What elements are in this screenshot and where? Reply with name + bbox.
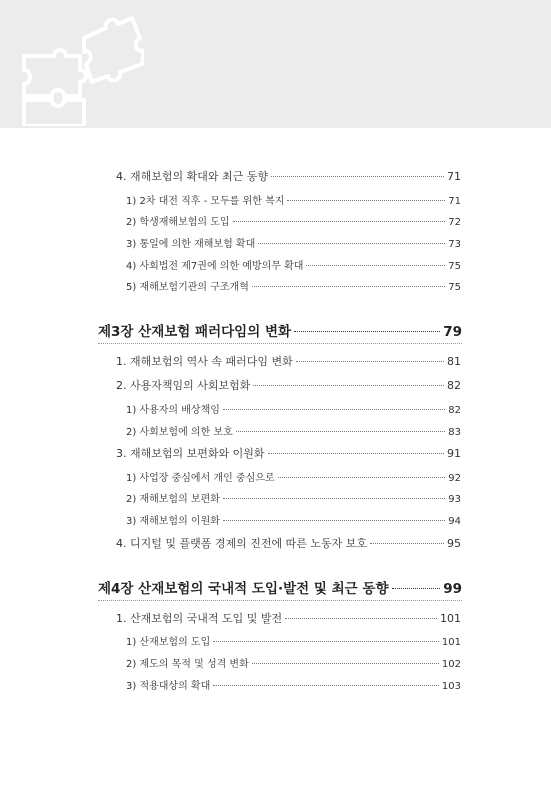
toc-leader-dots	[258, 242, 445, 244]
toc-leader-dots	[392, 587, 441, 589]
toc-entry-title: 1. 산재보험의 국내적 도입 및 발전	[116, 612, 283, 625]
toc-entry-page: 82	[448, 405, 461, 416]
toc-entry-page: 75	[448, 261, 461, 272]
toc-entry[interactable]	[126, 677, 461, 692]
toc-entry-page: 101	[440, 612, 461, 625]
toc-entry-title: 4. 디지털 및 플랫폼 경제의 진전에 따른 노동자 보호	[116, 537, 367, 550]
toc-entry-title: 2) 재해보험의 보편화	[126, 494, 220, 505]
toc-entry[interactable]	[116, 535, 461, 551]
toc-entry[interactable]	[126, 192, 461, 207]
toc-entry-title: 3) 재해보험의 이원화	[126, 516, 220, 527]
toc-entry-page: 82	[447, 379, 461, 392]
toc-leader-dots	[252, 285, 445, 287]
toc-entry-title: 3) 적용대상의 확대	[126, 681, 211, 692]
toc-entry-page: 73	[448, 239, 461, 250]
toc-chapter-page: 79	[443, 324, 462, 340]
toc-entry-page: 71	[447, 170, 461, 183]
toc-entry-title: 2. 사용자책임의 사회보험화	[116, 379, 251, 392]
toc-entry-page: 95	[447, 537, 461, 550]
toc-entry-page: 94	[448, 516, 461, 527]
toc-entry-page: 102	[441, 659, 461, 670]
toc-entry-page: 75	[448, 282, 461, 293]
toc-leader-dots	[287, 199, 445, 201]
chapter-divider	[98, 600, 462, 601]
toc-entry-page: 81	[447, 355, 461, 368]
toc-entry[interactable]	[116, 610, 461, 626]
toc-leader-dots	[268, 452, 445, 454]
toc-entry[interactable]	[126, 512, 461, 527]
toc-chapter-title: 제4장 산재보험의 국내적 도입·발전 및 최근 동향	[98, 581, 389, 597]
toc-chapter-heading[interactable]	[98, 577, 462, 597]
toc-entry[interactable]	[126, 490, 461, 505]
toc-leader-dots	[236, 430, 446, 432]
toc-leader-dots	[370, 542, 444, 544]
toc-leader-dots	[233, 220, 446, 222]
toc-entry-title: 2) 학생재해보험의 도입	[126, 217, 230, 228]
toc-leader-dots	[252, 662, 439, 664]
toc-entry[interactable]	[126, 401, 461, 416]
toc-entry[interactable]	[126, 257, 461, 272]
toc-entry[interactable]	[126, 213, 461, 228]
toc-entry-title: 1) 사용자의 배상책임	[126, 405, 220, 416]
toc-entry[interactable]	[126, 423, 461, 438]
toc-leader-dots	[223, 497, 445, 499]
toc-entry-title: 3. 재해보험의 보편화와 이원화	[116, 447, 265, 460]
toc-entry-page: 93	[448, 494, 461, 505]
toc-entry-title: 1. 재해보험의 역사 속 패러다임 변화	[116, 355, 293, 368]
chapter-divider	[98, 343, 462, 344]
toc-entry-title: 5) 재해보험기관의 구조개혁	[126, 282, 249, 293]
toc-leader-dots	[296, 360, 444, 362]
toc-entry-title: 2) 사회보험에 의한 보호	[126, 427, 233, 438]
toc-leader-dots	[213, 684, 439, 686]
toc-entry-page: 83	[448, 427, 461, 438]
toc-leader-dots	[213, 640, 439, 642]
toc-leader-dots	[294, 330, 440, 332]
toc-entry-page: 101	[441, 637, 461, 648]
toc-entry[interactable]	[116, 353, 461, 369]
toc-leader-dots	[306, 264, 445, 266]
toc-leader-dots	[278, 476, 446, 478]
toc-leader-dots	[223, 519, 445, 521]
toc-entry-title: 1) 사업장 중심에서 개인 중심으로	[126, 473, 275, 484]
toc-leader-dots	[271, 175, 444, 177]
toc-chapter-page: 99	[443, 581, 462, 597]
toc-entry-title: 1) 2차 대전 직후 - 모두를 위한 복지	[126, 196, 285, 207]
toc-entry[interactable]	[116, 445, 461, 461]
toc-entry[interactable]	[126, 469, 461, 484]
toc-entry[interactable]	[126, 235, 461, 250]
toc-entry-page: 92	[448, 473, 461, 484]
toc-leader-dots	[285, 617, 437, 619]
toc-chapter-heading[interactable]	[98, 320, 462, 340]
toc-entry-page: 103	[441, 681, 461, 692]
toc-leader-dots	[223, 408, 445, 410]
toc-entry-title: 4) 사회법전 제7권에 의한 예방의무 확대	[126, 261, 304, 272]
toc-entry-title: 1) 산재보험의 도입	[126, 637, 211, 648]
toc-leader-dots	[253, 384, 444, 386]
toc-entry-title: 4. 재해보험의 확대와 최근 동향	[116, 170, 268, 183]
toc-entry-page: 71	[448, 196, 461, 207]
toc-entry-page: 91	[447, 447, 461, 460]
toc-entry[interactable]	[116, 168, 461, 184]
toc-entry[interactable]	[126, 633, 461, 648]
toc-entry-title: 3) 통일에 의한 재해보험 확대	[126, 239, 256, 250]
toc-entry-title: 2) 제도의 목적 및 성격 변화	[126, 659, 249, 670]
toc-entry[interactable]	[126, 655, 461, 670]
toc-chapter-title: 제3장 산재보험 패러다임의 변화	[98, 324, 292, 340]
toc-entry-page: 72	[448, 217, 461, 228]
toc-entry[interactable]	[126, 278, 461, 293]
toc-entry[interactable]	[116, 377, 461, 393]
